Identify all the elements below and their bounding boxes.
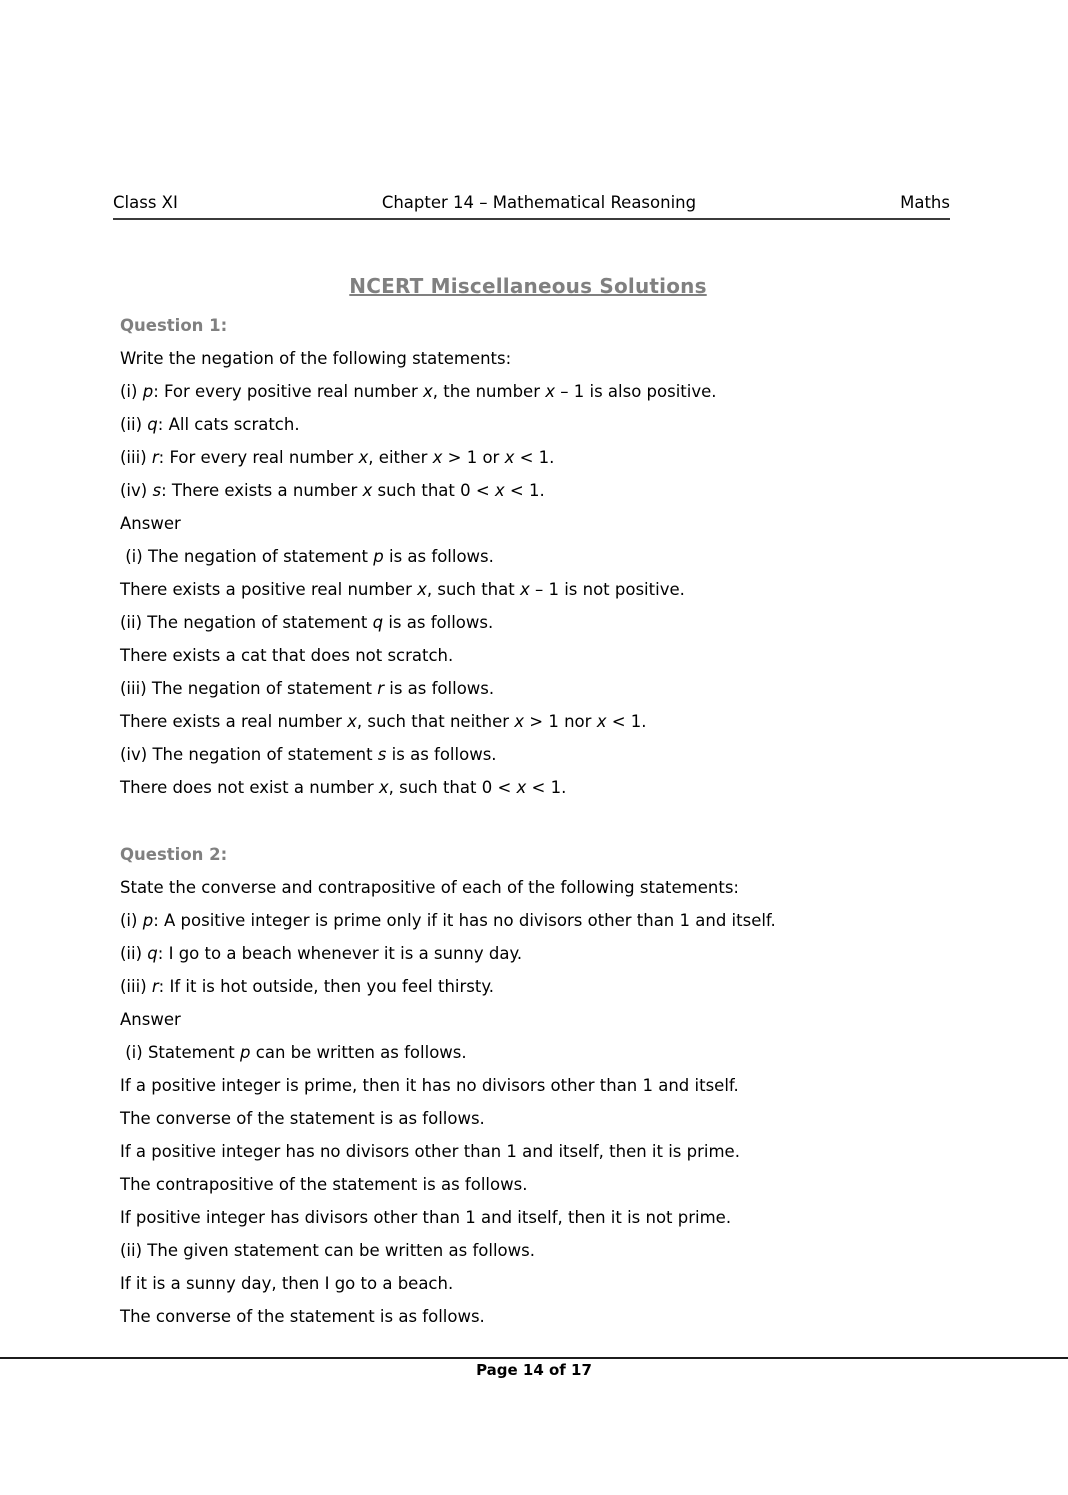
header-class-label: Class XI	[113, 193, 178, 212]
paragraph: There exists a cat that does not scratch.	[120, 646, 454, 665]
paragraph: If a positive integer has no divisors other than 1 and itself, then it is prime.	[120, 1142, 740, 1161]
footer-divider	[0, 1357, 1068, 1359]
page-number: Page 14 of 17	[476, 1361, 592, 1379]
paragraph: State the converse and contrapositive of each of the following statements:	[120, 878, 739, 897]
paragraph: Answer	[120, 514, 181, 533]
paragraph: (iv) s: There exists a number x such that 0 < x < 1.	[120, 481, 545, 500]
header-chapter-label: Chapter 14 – Mathematical Reasoning	[381, 193, 697, 212]
paragraph: (iii) r: If it is hot outside, then you feel thirsty.	[120, 977, 495, 996]
content	[120, 309, 952, 1333]
paragraph: (i) p: A positive integer is prime only if it has no divisors other than 1 and itself.	[120, 911, 776, 930]
paragraph: (iii) r: For every real number x, either x > 1 or x < 1.	[120, 448, 555, 467]
paragraph: There exists a positive real number x, such that x – 1 is not positive.	[120, 580, 685, 599]
paragraph: Answer	[120, 1010, 181, 1029]
paragraph: (ii) q: I go to a beach whenever it is a sunny day.	[120, 944, 523, 963]
paragraph: (i) p: For every positive real number x, the number x – 1 is also positive.	[120, 382, 717, 401]
paragraph: (ii) The negation of statement q is as follows.	[120, 613, 494, 632]
paragraph: The contrapositive of the statement is as follows.	[120, 1175, 528, 1194]
paragraph: (iv) The negation of statement s is as follows.	[120, 745, 497, 764]
paragraph: There does not exist a number x, such that 0 < x < 1.	[120, 778, 567, 797]
paragraph: (i) Statement p can be written as follows.	[120, 1043, 467, 1062]
question-heading: Question 2:	[120, 845, 228, 864]
paragraph: (iii) The negation of statement r is as follows.	[120, 679, 495, 698]
paragraph: If positive integer has divisors other than 1 and itself, then it is not prime.	[120, 1208, 732, 1227]
paragraph: The converse of the statement is as follows.	[120, 1109, 485, 1128]
page-title: NCERT Miscellaneous Solutions	[349, 274, 707, 298]
paragraph: Write the negation of the following statements:	[120, 349, 512, 368]
paragraph: If it is a sunny day, then I go to a beach.	[120, 1274, 454, 1293]
question-heading: Question 1:	[120, 316, 228, 335]
header-subject-label: Maths	[900, 193, 950, 212]
page-header	[113, 193, 950, 220]
paragraph: (i) The negation of statement p is as follows.	[120, 547, 494, 566]
paragraph: If a positive integer is prime, then it has no divisors other than 1 and itself.	[120, 1076, 739, 1095]
paragraph: (ii) The given statement can be written as follows.	[120, 1241, 535, 1260]
paragraph: The converse of the statement is as follows.	[120, 1307, 485, 1326]
paragraph: There exists a real number x, such that neither x > 1 nor x < 1.	[120, 712, 647, 731]
paragraph: (ii) q: All cats scratch.	[120, 415, 300, 434]
